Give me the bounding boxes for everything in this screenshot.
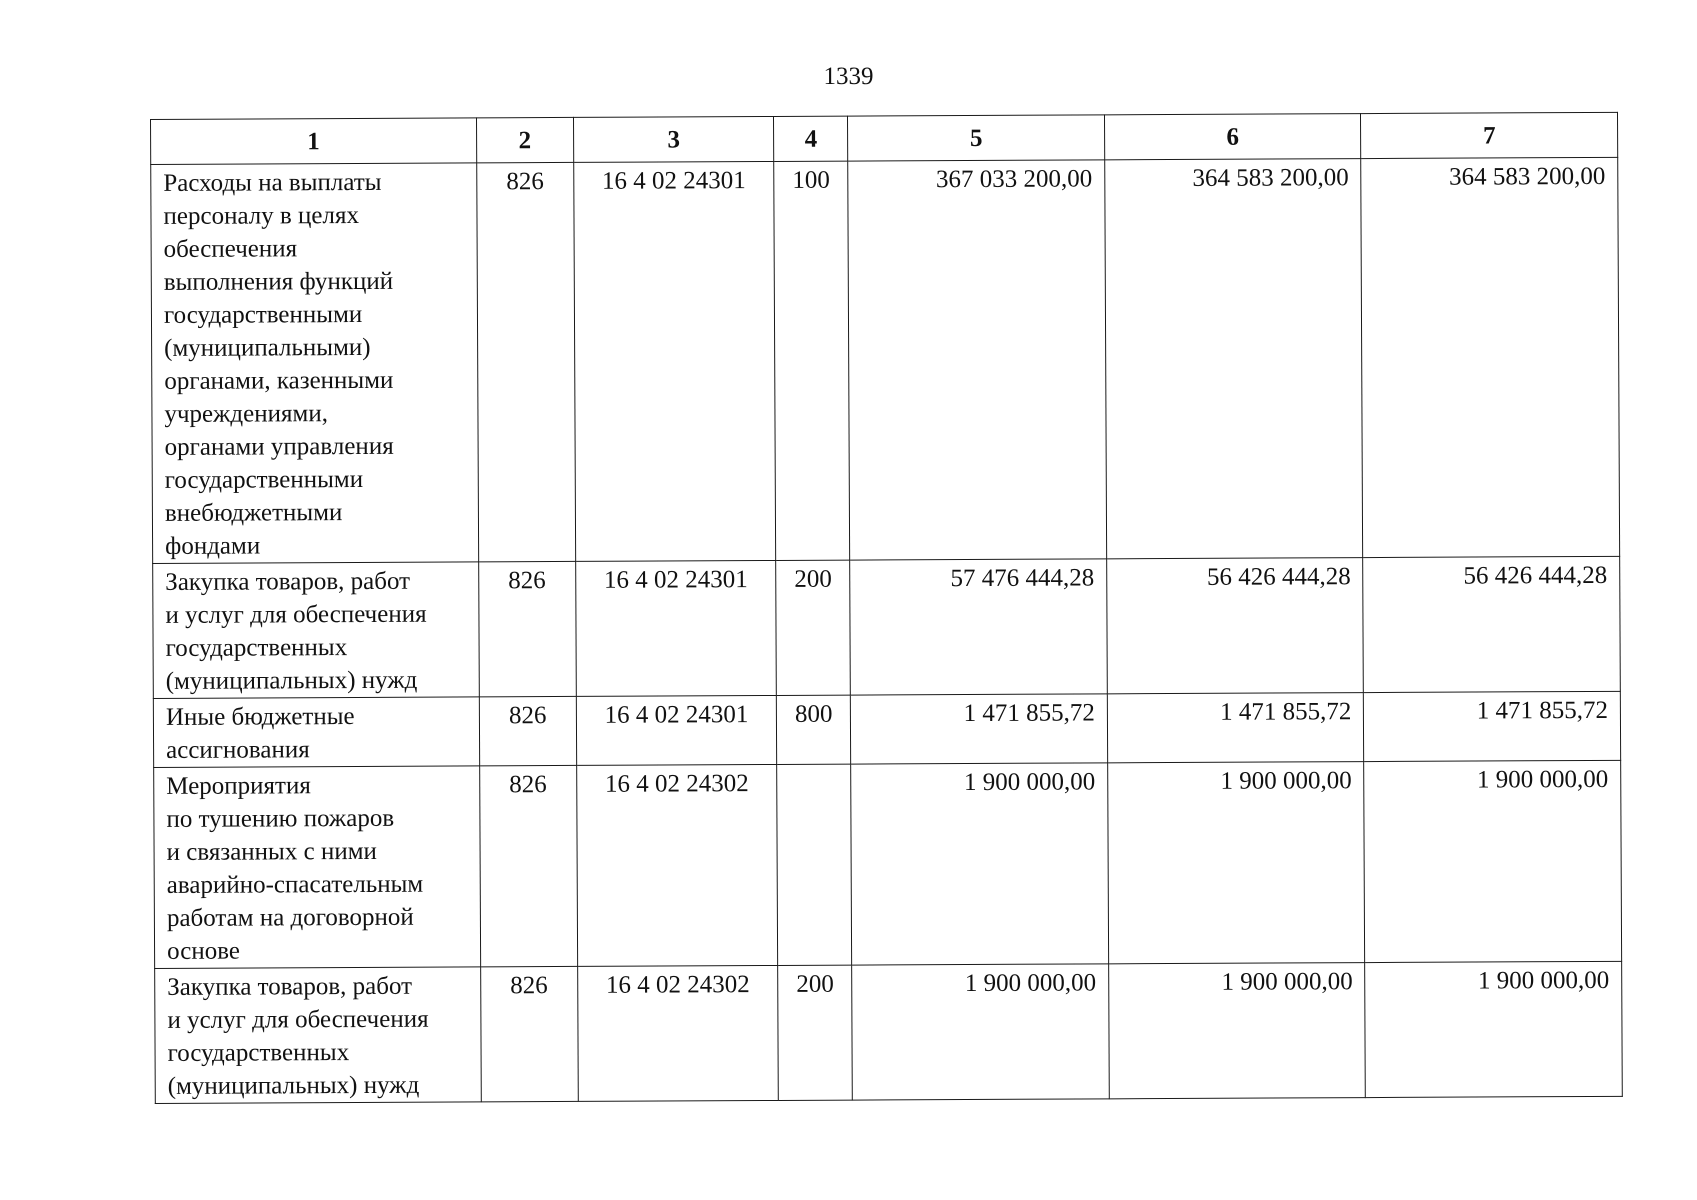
table-row bbox=[155, 961, 1623, 1103]
cell-admin-code: 826 bbox=[480, 966, 578, 1101]
cell-expense-type: 200 bbox=[778, 965, 853, 1100]
cell-expense-type bbox=[777, 764, 852, 965]
expense-name-line: и услуг для обеспечения bbox=[167, 1005, 429, 1034]
cell-expense-name bbox=[155, 967, 481, 1104]
table-row bbox=[153, 691, 1620, 767]
budget-table bbox=[150, 112, 1623, 1104]
cell-amount-col6: 1 900 000,00 bbox=[1108, 762, 1365, 964]
expense-name-line: государственных bbox=[167, 1039, 350, 1067]
expense-name-line: (муниципальными) bbox=[164, 333, 371, 362]
table-row bbox=[153, 556, 1621, 698]
cell-amount-col7: 1 471 855,72 bbox=[1364, 691, 1621, 761]
expense-name-line: по тушению пожаров bbox=[166, 804, 395, 833]
expense-name-line: обеспечения bbox=[163, 235, 298, 263]
cell-amount-col6: 1 471 855,72 bbox=[1107, 693, 1364, 763]
expense-name-line: и услуг для обеспечения bbox=[165, 600, 427, 629]
expense-name-line: работам на договорной bbox=[166, 903, 414, 932]
expense-name-line: и связанных с ними bbox=[166, 837, 377, 866]
expense-name-line: Расходы на выплаты bbox=[163, 168, 382, 197]
expense-name-line: государственных bbox=[165, 634, 348, 662]
cell-admin-code: 826 bbox=[476, 162, 575, 561]
cell-expense-type: 200 bbox=[776, 560, 851, 695]
cell-amount-col5: 1 900 000,00 bbox=[852, 964, 1109, 1100]
expense-name-line: учреждениями, bbox=[164, 400, 328, 428]
cell-target-article: 16 4 02 24302 bbox=[577, 965, 778, 1101]
cell-amount-col6: 56 426 444,28 bbox=[1107, 558, 1364, 694]
cell-expense-type: 800 bbox=[777, 695, 851, 764]
expense-name-line: органами, казенными bbox=[164, 366, 394, 395]
expense-name-line: аварийно-спасательным bbox=[166, 870, 424, 899]
cell-amount-col7: 56 426 444,28 bbox=[1363, 556, 1620, 692]
expense-name-line: ассигнования bbox=[166, 736, 310, 764]
expense-name-line: Закупка товаров, работ bbox=[165, 567, 411, 596]
cell-amount-col7: 1 900 000,00 bbox=[1364, 760, 1622, 962]
cell-expense-name bbox=[153, 562, 479, 699]
expense-name-line: фондами bbox=[165, 532, 261, 560]
cell-target-article: 16 4 02 24302 bbox=[577, 764, 778, 966]
expense-name-line: Закупка товаров, работ bbox=[167, 972, 413, 1001]
expense-name-line: основе bbox=[167, 937, 240, 965]
cell-amount-col5: 57 476 444,28 bbox=[850, 559, 1107, 695]
cell-amount-col7: 364 583 200,00 bbox=[1361, 157, 1620, 557]
table-row bbox=[154, 760, 1622, 968]
column-header-1: 1 bbox=[151, 118, 477, 165]
expense-name-line: внебюджетными bbox=[164, 499, 343, 527]
cell-expense-name bbox=[151, 163, 479, 564]
column-header-7: 7 bbox=[1361, 112, 1618, 158]
column-header-4: 4 bbox=[774, 116, 848, 161]
expense-name-line: персоналу в целях bbox=[163, 201, 360, 230]
cell-admin-code: 826 bbox=[478, 561, 576, 696]
cell-expense-type: 100 bbox=[774, 161, 850, 560]
cell-expense-name bbox=[153, 697, 479, 768]
cell-admin-code: 826 bbox=[479, 696, 577, 765]
cell-expense-name bbox=[154, 766, 481, 969]
expense-name-line: государственными bbox=[164, 465, 364, 494]
column-header-6: 6 bbox=[1104, 114, 1361, 160]
cell-amount-col5: 367 033 200,00 bbox=[848, 160, 1106, 560]
expense-name-line: (муниципальных) нужд bbox=[165, 666, 418, 695]
column-header-2: 2 bbox=[476, 117, 573, 162]
cell-amount-col7: 1 900 000,00 bbox=[1365, 961, 1622, 1097]
column-header-3: 3 bbox=[573, 116, 774, 162]
expense-name-line: Иные бюджетные bbox=[165, 703, 355, 731]
expense-name-line: выполнения функций bbox=[163, 267, 394, 296]
cell-amount-col5: 1 900 000,00 bbox=[851, 763, 1108, 965]
expense-name-line: (муниципальных) нужд bbox=[167, 1071, 420, 1100]
cell-amount-col5: 1 471 855,72 bbox=[851, 694, 1108, 764]
cell-target-article: 16 4 02 24301 bbox=[576, 560, 777, 696]
expense-name-line: государственными bbox=[163, 300, 363, 329]
cell-target-article: 16 4 02 24301 bbox=[574, 161, 776, 561]
cell-amount-col6: 364 583 200,00 bbox=[1105, 159, 1363, 559]
cell-admin-code: 826 bbox=[479, 765, 577, 966]
cell-amount-col6: 1 900 000,00 bbox=[1109, 963, 1366, 1099]
cell-target-article: 16 4 02 24301 bbox=[576, 695, 777, 765]
table-header-row bbox=[151, 112, 1618, 164]
expense-name-line: Мероприятия bbox=[166, 772, 311, 800]
page-number: 1339 bbox=[823, 63, 874, 90]
column-header-5: 5 bbox=[848, 115, 1105, 161]
expense-name-line: органами управления bbox=[164, 432, 394, 461]
table-row bbox=[151, 157, 1620, 563]
